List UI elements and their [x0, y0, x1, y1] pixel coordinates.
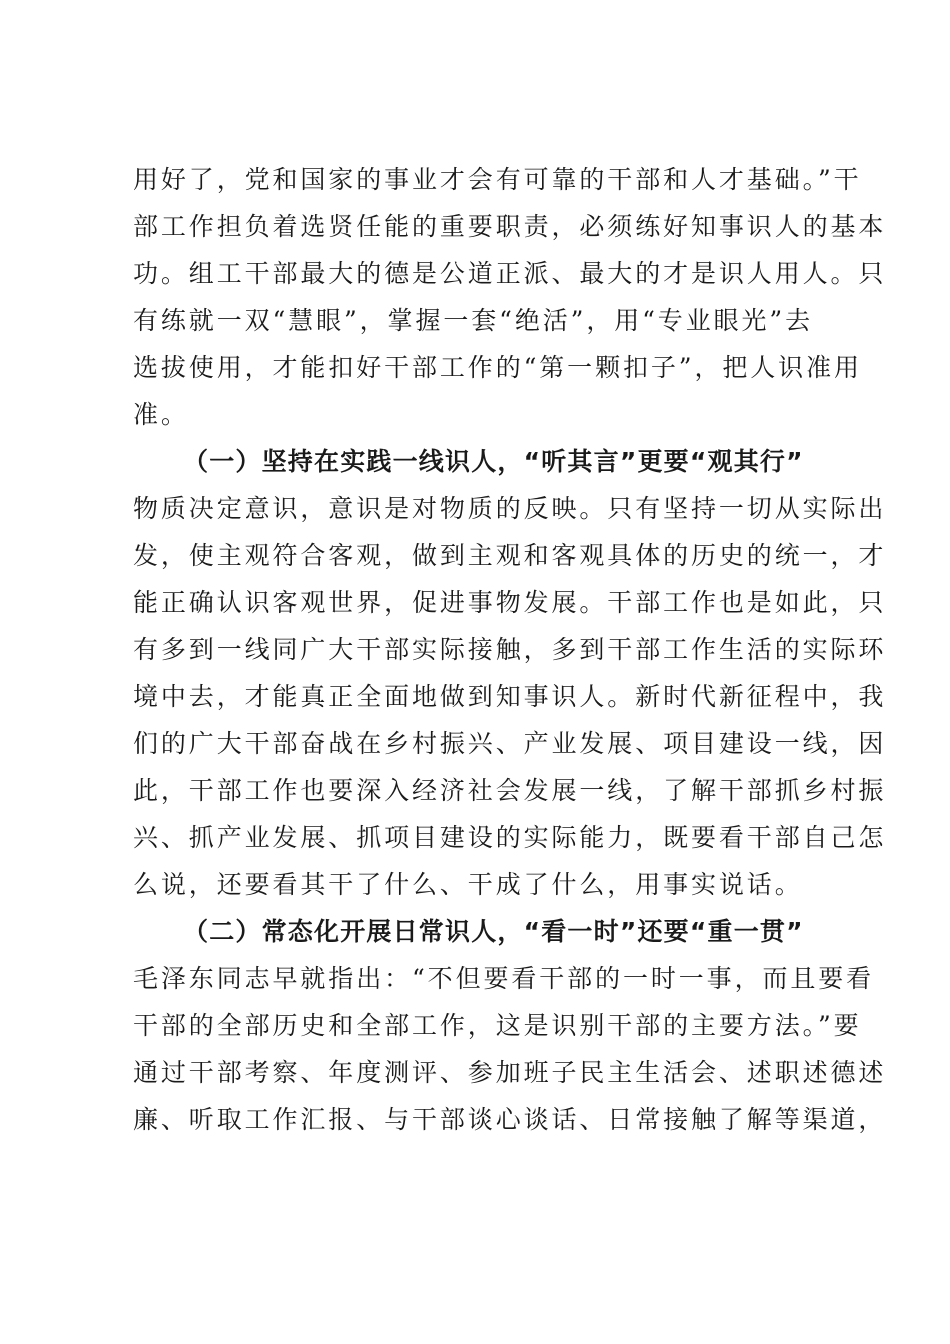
text-line: 功。组工干部最大的德是公道正派、最大的才是识人用人。只: [133, 259, 887, 288]
text-line: 部工作担负着选贤任能的重要职责，必须练好知事识人的基本: [133, 212, 887, 241]
text-line: 准。: [133, 400, 189, 429]
text-line: 能正确认识客观世界，促进事物发展。干部工作也是如此，只: [133, 588, 887, 617]
text-line: 境中去，才能真正全面地做到知事识人。新时代新征程中，我: [133, 682, 887, 711]
text-line: 干部的全部历史和全部工作，这是识别干部的主要方法。”要: [133, 1011, 862, 1040]
text-line: 发，使主观符合客观，做到主观和客观具体的历史的统一，才: [133, 541, 887, 570]
text-line: 物质决定意识，意识是对物质的反映。只有坚持一切从实际出: [133, 494, 887, 523]
text-line: 有多到一线同广大干部实际接触，多到干部工作生活的实际环: [133, 635, 887, 664]
text-line: 选拔使用，才能扣好干部工作的“第一颗扣子”，把人识准用: [133, 353, 862, 382]
text-line: 么说，还要看其干了什么、干成了什么，用事实说话。: [133, 870, 803, 899]
text-line: 兴、抓产业发展、抓项目建设的实际能力，既要看干部自己怎: [133, 823, 887, 852]
text-line: 有练就一双“慧眼”，掌握一套“绝活”，用“专业眼光”去: [133, 306, 813, 335]
text-line: 通过干部考察、年度测评、参加班子民主生活会、述职述德述: [133, 1058, 887, 1087]
text-line: 们的广大干部奋战在乡村振兴、产业发展、项目建设一线，因: [133, 729, 887, 758]
section-heading-1: （一）坚持在实践一线识人，“听其言”更要“观其行”: [183, 447, 804, 476]
text-line: 此，干部工作也要深入经济社会发展一线，了解干部抓乡村振: [133, 776, 887, 805]
document-body: [133, 156, 887, 1143]
section-heading-2: （二）常态化开展日常识人，“看一时”还要“重一贯”: [183, 917, 804, 946]
text-line: 廉、听取工作汇报、与干部谈心谈话、日常接触了解等渠道，: [133, 1105, 887, 1134]
text-line: 用好了，党和国家的事业才会有可靠的干部和人才基础。”干: [133, 165, 862, 194]
text-line: 毛泽东同志早就指出：“不但要看干部的一时一事，而且要看: [133, 964, 875, 993]
